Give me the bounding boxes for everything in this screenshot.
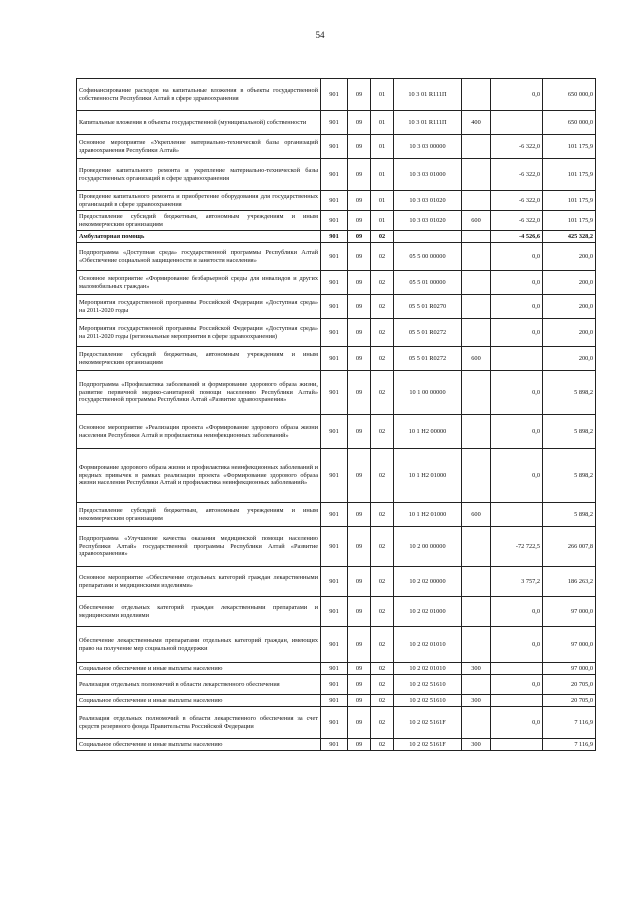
row-change-amount: 0,0 <box>491 707 543 739</box>
row-section-code: 09 <box>348 319 371 347</box>
row-section-code: 09 <box>348 371 371 415</box>
row-target-item-code: 10 3 03 01000 <box>394 159 462 191</box>
row-change-amount <box>491 663 543 675</box>
row-name: Софинансирование расходов на капитальные вложения в объекты государственной собственности Республики Алтай в сфере здравоохранения <box>77 79 321 111</box>
row-total-amount: 5 898,2 <box>543 415 596 449</box>
row-grbs-code: 901 <box>321 271 348 295</box>
row-subsection-code: 02 <box>371 371 394 415</box>
row-name: Проведение капитального ремонта и приобретение оборудования для государственных организаций в сфере здравоохранения <box>77 191 321 211</box>
row-target-item-code: 10 3 03 00000 <box>394 135 462 159</box>
row-subsection-code: 02 <box>371 295 394 319</box>
row-change-amount: 0,0 <box>491 271 543 295</box>
row-change-amount: -4 526,6 <box>491 231 543 243</box>
row-grbs-code: 901 <box>321 159 348 191</box>
row-change-amount: -72 722,5 <box>491 527 543 567</box>
row-total-amount: 650 000,0 <box>543 111 596 135</box>
row-change-amount <box>491 503 543 527</box>
row-target-item-code: 05 5 00 00000 <box>394 243 462 271</box>
row-change-amount: 0,0 <box>491 449 543 503</box>
row-change-amount: -6 322,0 <box>491 211 543 231</box>
row-grbs-code: 901 <box>321 211 348 231</box>
row-subsection-code: 02 <box>371 271 394 295</box>
row-target-item-code: 10 2 02 01010 <box>394 663 462 675</box>
row-grbs-code: 901 <box>321 191 348 211</box>
row-target-item-code: 10 3 03 01020 <box>394 211 462 231</box>
row-target-item-code: 10 2 02 01000 <box>394 597 462 627</box>
row-grbs-code: 901 <box>321 567 348 597</box>
row-change-amount: 0,0 <box>491 675 543 695</box>
row-name: Основное мероприятие «Реализация проекта «Формирование здорового образа жизни населения Республики Алтай и профилактика неинфекционных заболеваний» <box>77 415 321 449</box>
row-section-code: 09 <box>348 707 371 739</box>
row-total-amount: 5 898,2 <box>543 371 596 415</box>
row-expense-type-code <box>462 243 491 271</box>
row-subsection-code: 02 <box>371 695 394 707</box>
row-section-code: 09 <box>348 415 371 449</box>
row-change-amount <box>491 739 543 751</box>
row-section-code: 09 <box>348 695 371 707</box>
row-subsection-code: 02 <box>371 739 394 751</box>
row-expense-type-code: 300 <box>462 739 491 751</box>
row-name: Мероприятия государственной программы Российской Федерации «Доступная среда» на 2011-2020 годы <box>77 295 321 319</box>
row-grbs-code: 901 <box>321 347 348 371</box>
row-subsection-code: 01 <box>371 191 394 211</box>
table-row <box>77 567 596 597</box>
table-row <box>77 79 596 111</box>
row-grbs-code: 901 <box>321 739 348 751</box>
row-name: Подпрограмма «Улучшение качества оказания медицинской помощи населению Республики Алтай» государственной программы Республики Алтай «Развитие здравоохранения» <box>77 527 321 567</box>
table-row <box>77 371 596 415</box>
table-row <box>77 347 596 371</box>
row-expense-type-code <box>462 191 491 211</box>
table-row <box>77 527 596 567</box>
row-expense-type-code <box>462 79 491 111</box>
row-expense-type-code <box>462 371 491 415</box>
row-expense-type-code <box>462 415 491 449</box>
table-row <box>77 597 596 627</box>
row-name: Социальное обеспечение и иные выплаты населению <box>77 739 321 751</box>
row-subsection-code: 02 <box>371 527 394 567</box>
table-row <box>77 243 596 271</box>
row-subsection-code: 02 <box>371 597 394 627</box>
row-section-code: 09 <box>348 191 371 211</box>
row-target-item-code: 10 2 02 5161F <box>394 707 462 739</box>
row-grbs-code: 901 <box>321 707 348 739</box>
row-grbs-code: 901 <box>321 79 348 111</box>
row-subsection-code: 02 <box>371 663 394 675</box>
row-target-item-code: 10 2 02 51610 <box>394 675 462 695</box>
row-total-amount: 200,0 <box>543 295 596 319</box>
row-name: Основное мероприятие «Укрепление материально-технической базы организаций здравоохранения Республики Алтай» <box>77 135 321 159</box>
row-target-item-code: 10 1 00 00000 <box>394 371 462 415</box>
row-grbs-code: 901 <box>321 415 348 449</box>
row-expense-type-code: 400 <box>462 111 491 135</box>
table-row <box>77 191 596 211</box>
row-subsection-code: 01 <box>371 79 394 111</box>
row-section-code: 09 <box>348 111 371 135</box>
row-grbs-code: 901 <box>321 231 348 243</box>
row-name: Предоставление субсидий бюджетным, автономным учреждениям и иным некоммерческим организациям <box>77 211 321 231</box>
row-total-amount: 200,0 <box>543 271 596 295</box>
row-subsection-code: 01 <box>371 135 394 159</box>
row-target-item-code <box>394 231 462 243</box>
row-subsection-code: 02 <box>371 347 394 371</box>
row-section-code: 09 <box>348 231 371 243</box>
table-row <box>77 707 596 739</box>
table-row <box>77 449 596 503</box>
row-change-amount <box>491 347 543 371</box>
row-change-amount: 0,0 <box>491 243 543 271</box>
row-grbs-code: 901 <box>321 295 348 319</box>
row-name: Реализация отдельных полномочий в области лекарственного обеспечения <box>77 675 321 695</box>
row-section-code: 09 <box>348 135 371 159</box>
row-expense-type-code <box>462 627 491 663</box>
row-total-amount: 5 898,2 <box>543 449 596 503</box>
row-subsection-code: 02 <box>371 319 394 347</box>
row-subsection-code: 02 <box>371 567 394 597</box>
table-row <box>77 695 596 707</box>
row-target-item-code: 05 5 01 R0272 <box>394 347 462 371</box>
row-name: Предоставление субсидий бюджетным, автономным учреждениям и иным некоммерческим организациям <box>77 347 321 371</box>
row-grbs-code: 901 <box>321 503 348 527</box>
row-section-code: 09 <box>348 503 371 527</box>
row-grbs-code: 901 <box>321 663 348 675</box>
row-name: Капитальные вложения в объекты государственной (муниципальной) собственности <box>77 111 321 135</box>
table-row <box>77 111 596 135</box>
row-section-code: 09 <box>348 527 371 567</box>
row-name: Формирование здорового образа жизни и профилактика неинфекционных заболеваний и вредных привычек в рамках реализации проекта «Формирование здорового образа жизни населения Республики Алтай и профилактика неинфекционных заболеваний» <box>77 449 321 503</box>
row-total-amount: 200,0 <box>543 319 596 347</box>
table-row <box>77 271 596 295</box>
row-total-amount: 101 175,9 <box>543 135 596 159</box>
row-total-amount: 97 000,0 <box>543 627 596 663</box>
row-subsection-code: 01 <box>371 111 394 135</box>
row-total-amount: 5 898,2 <box>543 503 596 527</box>
row-name: Обеспечение лекарственными препаратами отдельных категорий граждан, имеющих право на получение мер социальной поддержки <box>77 627 321 663</box>
row-total-amount: 266 007,8 <box>543 527 596 567</box>
row-change-amount: -6 322,0 <box>491 135 543 159</box>
row-expense-type-code: 600 <box>462 211 491 231</box>
row-expense-type-code <box>462 135 491 159</box>
table-row <box>77 231 596 243</box>
row-total-amount: 101 175,9 <box>543 159 596 191</box>
row-section-code: 09 <box>348 597 371 627</box>
row-expense-type-code: 600 <box>462 503 491 527</box>
row-change-amount: -6 322,0 <box>491 159 543 191</box>
row-change-amount: 0,0 <box>491 79 543 111</box>
row-change-amount <box>491 111 543 135</box>
table-row <box>77 503 596 527</box>
row-total-amount: 200,0 <box>543 243 596 271</box>
row-change-amount: 3 757,2 <box>491 567 543 597</box>
row-grbs-code: 901 <box>321 371 348 415</box>
row-change-amount: 0,0 <box>491 627 543 663</box>
table-row <box>77 135 596 159</box>
row-name: Подпрограмма «Доступная среда» государственной программы Республики Алтай «Обеспечение социальной защищенности и занятости населения» <box>77 243 321 271</box>
row-target-item-code: 05 5 01 00000 <box>394 271 462 295</box>
row-total-amount: 20 705,0 <box>543 675 596 695</box>
row-grbs-code: 901 <box>321 627 348 663</box>
row-change-amount: 0,0 <box>491 597 543 627</box>
row-total-amount: 7 116,9 <box>543 707 596 739</box>
row-expense-type-code <box>462 159 491 191</box>
row-total-amount: 101 175,9 <box>543 211 596 231</box>
row-grbs-code: 901 <box>321 243 348 271</box>
row-name: Амбулаторная помощь <box>77 231 321 243</box>
row-section-code: 09 <box>348 79 371 111</box>
row-subsection-code: 02 <box>371 231 394 243</box>
row-grbs-code: 901 <box>321 695 348 707</box>
row-total-amount: 425 328,2 <box>543 231 596 243</box>
row-name: Мероприятия государственной программы Российской Федерации «Доступная среда» на 2011-2020 годы (региональные мероприятия в сфере здравоохранения) <box>77 319 321 347</box>
row-section-code: 09 <box>348 663 371 675</box>
row-subsection-code: 02 <box>371 675 394 695</box>
row-subsection-code: 02 <box>371 707 394 739</box>
row-expense-type-code <box>462 319 491 347</box>
row-total-amount: 7 116,9 <box>543 739 596 751</box>
row-change-amount: 0,0 <box>491 295 543 319</box>
row-total-amount: 186 263,2 <box>543 567 596 597</box>
row-expense-type-code: 300 <box>462 695 491 707</box>
row-target-item-code: 10 3 01 R111П <box>394 111 462 135</box>
row-name: Проведение капитального ремонта и укрепление материально-технической базы государственных организаций в сфере здравоохранения <box>77 159 321 191</box>
table-row <box>77 159 596 191</box>
row-change-amount <box>491 695 543 707</box>
row-expense-type-code <box>462 675 491 695</box>
row-subsection-code: 02 <box>371 449 394 503</box>
row-expense-type-code <box>462 597 491 627</box>
row-grbs-code: 901 <box>321 319 348 347</box>
row-name: Предоставление субсидий бюджетным, автономным учреждениям и иным некоммерческим организациям <box>77 503 321 527</box>
row-section-code: 09 <box>348 347 371 371</box>
table-row <box>77 663 596 675</box>
row-expense-type-code <box>462 527 491 567</box>
row-subsection-code: 02 <box>371 503 394 527</box>
row-expense-type-code <box>462 295 491 319</box>
row-grbs-code: 901 <box>321 675 348 695</box>
row-expense-type-code <box>462 567 491 597</box>
row-section-code: 09 <box>348 159 371 191</box>
row-total-amount: 97 000,0 <box>543 663 596 675</box>
row-expense-type-code: 600 <box>462 347 491 371</box>
row-subsection-code: 02 <box>371 627 394 663</box>
row-subsection-code: 01 <box>371 211 394 231</box>
row-grbs-code: 901 <box>321 111 348 135</box>
row-name: Основное мероприятие «Обеспечение отдельных категорий граждан лекарственными препаратами и медицинскими изделиями» <box>77 567 321 597</box>
row-subsection-code: 01 <box>371 159 394 191</box>
row-change-amount: 0,0 <box>491 415 543 449</box>
row-grbs-code: 901 <box>321 449 348 503</box>
row-change-amount: -6 322,0 <box>491 191 543 211</box>
row-name: Реализация отдельных полномочий в области лекарственного обеспечения за счет средств резервного фонда Правительства Российской Федерации <box>77 707 321 739</box>
row-section-code: 09 <box>348 243 371 271</box>
row-target-item-code: 10 1 Н2 01000 <box>394 503 462 527</box>
row-grbs-code: 901 <box>321 527 348 567</box>
row-name: Подпрограмма «Профилактика заболеваний и формирование здорового образа жизни, развитие первичной медико-санитарной помощи населению Республики Алтай» государственной программы Республики Алтай «Развитие здравоохранения» <box>77 371 321 415</box>
row-total-amount: 101 175,9 <box>543 191 596 211</box>
row-subsection-code: 02 <box>371 415 394 449</box>
table-row <box>77 415 596 449</box>
row-expense-type-code <box>462 707 491 739</box>
table-row <box>77 675 596 695</box>
row-target-item-code: 10 3 03 01020 <box>394 191 462 211</box>
row-target-item-code: 05 5 01 R0272 <box>394 319 462 347</box>
table-row <box>77 295 596 319</box>
row-target-item-code: 10 2 02 5161F <box>394 739 462 751</box>
row-name: Социальное обеспечение и иные выплаты населению <box>77 695 321 707</box>
row-target-item-code: 10 2 00 00000 <box>394 527 462 567</box>
row-section-code: 09 <box>348 449 371 503</box>
row-section-code: 09 <box>348 675 371 695</box>
row-change-amount: 0,0 <box>491 319 543 347</box>
row-total-amount: 97 000,0 <box>543 597 596 627</box>
row-grbs-code: 901 <box>321 135 348 159</box>
table-row <box>77 739 596 751</box>
row-section-code: 09 <box>348 567 371 597</box>
row-expense-type-code <box>462 231 491 243</box>
table-row <box>77 319 596 347</box>
row-total-amount: 650 000,0 <box>543 79 596 111</box>
row-target-item-code: 10 3 01 R111П <box>394 79 462 111</box>
row-expense-type-code: 300 <box>462 663 491 675</box>
row-subsection-code: 02 <box>371 243 394 271</box>
row-section-code: 09 <box>348 295 371 319</box>
row-section-code: 09 <box>348 211 371 231</box>
row-name: Социальное обеспечение и иные выплаты населению <box>77 663 321 675</box>
row-target-item-code: 10 2 02 00000 <box>394 567 462 597</box>
row-expense-type-code <box>462 449 491 503</box>
row-total-amount: 200,0 <box>543 347 596 371</box>
row-target-item-code: 05 5 01 R0270 <box>394 295 462 319</box>
row-target-item-code: 10 2 02 01010 <box>394 627 462 663</box>
row-target-item-code: 10 1 Н2 00000 <box>394 415 462 449</box>
row-name: Обеспечение отдельных категорий граждан лекарственными препаратами и медицинскими изделиями <box>77 597 321 627</box>
row-section-code: 09 <box>348 739 371 751</box>
row-section-code: 09 <box>348 271 371 295</box>
row-target-item-code: 10 2 02 51610 <box>394 695 462 707</box>
row-section-code: 09 <box>348 627 371 663</box>
row-grbs-code: 901 <box>321 597 348 627</box>
row-expense-type-code <box>462 271 491 295</box>
row-change-amount: 0,0 <box>491 371 543 415</box>
budget-table <box>76 78 596 751</box>
page-number: 54 <box>315 30 325 40</box>
row-target-item-code: 10 1 Н2 01000 <box>394 449 462 503</box>
row-total-amount: 20 705,0 <box>543 695 596 707</box>
table-row <box>77 627 596 663</box>
row-name: Основное мероприятие «Формирование безбарьерной среды для инвалидов и других маломобильных граждан» <box>77 271 321 295</box>
table-row <box>77 211 596 231</box>
